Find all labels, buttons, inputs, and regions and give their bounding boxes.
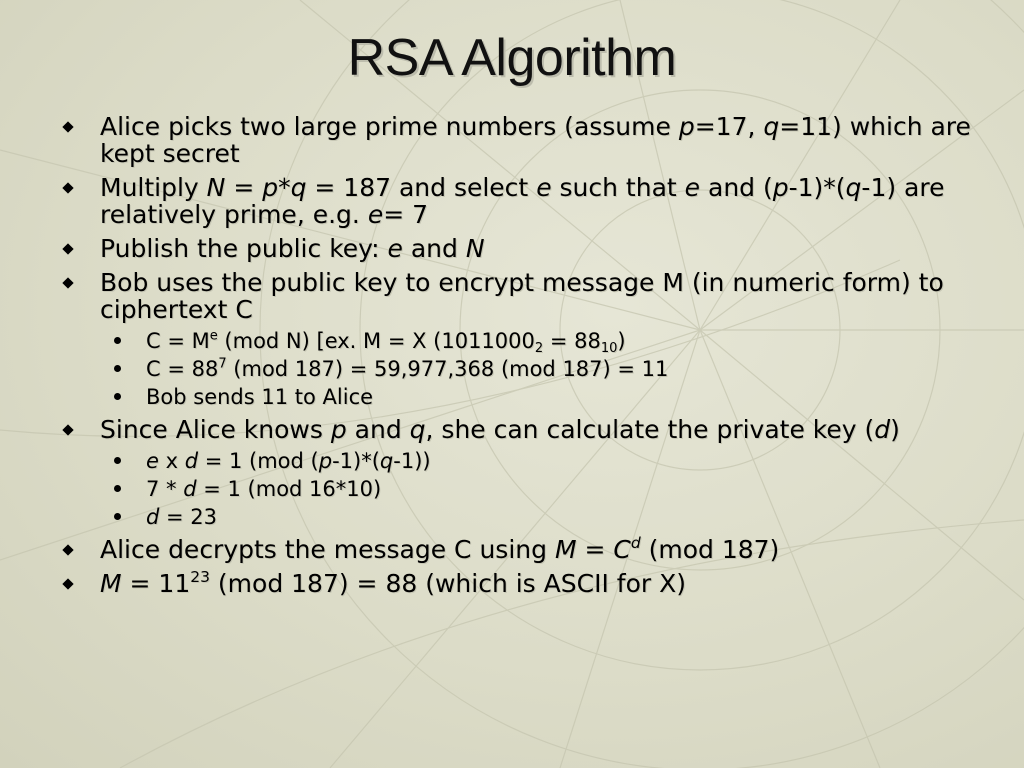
bullet-text: = 88: [543, 329, 601, 353]
var-n: N: [465, 234, 485, 263]
sub-bullet-item: [62, 476, 982, 502]
superscript: 7: [218, 356, 227, 372]
sub-bullet-item: [62, 328, 982, 354]
var-q: q: [763, 112, 780, 141]
bullet-text: ): [617, 329, 626, 353]
bullet-text: , she can calculate the private key (: [425, 415, 875, 444]
var-d: d: [184, 449, 199, 473]
sub-bullet-item: [62, 448, 982, 474]
var-p: p: [678, 112, 695, 141]
bullet-item: [62, 235, 982, 262]
var-q: q: [290, 173, 307, 202]
bullet-text: and: [402, 234, 466, 263]
bullet-text: (mod N) [ex. M = X (1011000: [217, 329, 535, 353]
dot-bullet-icon: [114, 337, 121, 344]
bullet-text: Since Alice knows: [100, 415, 331, 444]
bullet-text: = 7: [383, 200, 429, 229]
bullet-text: C = M: [146, 329, 210, 353]
bullet-text: = 23: [159, 505, 218, 529]
bullet-text: = 11: [121, 569, 191, 598]
superscript: 23: [190, 567, 210, 586]
bullet-item: [62, 174, 982, 228]
bullet-text: Publish the public key:: [100, 234, 388, 263]
bullet-text: 7 *: [146, 477, 184, 501]
var-p: p: [330, 415, 347, 444]
bullet-text: Alice picks two large prime numbers (assume: [100, 112, 679, 141]
var-p: p: [772, 173, 789, 202]
bullet-text: Alice decrypts the message C using: [100, 535, 555, 564]
sub-bullet-item: [62, 384, 982, 410]
var-q: q: [379, 449, 394, 473]
bullet-text: -1)*(: [788, 173, 846, 202]
var-e: e: [367, 200, 384, 229]
bullet-text: (mod 187) = 59,977,368 (mod 187) = 11: [226, 357, 669, 381]
diamond-bullet-icon: [62, 121, 73, 132]
diamond-bullet-icon: [62, 182, 73, 193]
var-p: p: [318, 449, 333, 473]
bullet-text: Bob sends 11 to Alice: [146, 385, 374, 409]
var-d: d: [874, 415, 891, 444]
bullet-item: [62, 416, 982, 443]
var-e: e: [684, 173, 701, 202]
bullet-item: [62, 533, 982, 564]
diamond-bullet-icon: [62, 243, 73, 254]
var-e: e: [146, 449, 159, 473]
bullet-text: =: [225, 173, 263, 202]
var-m: M: [100, 569, 122, 598]
var-d: d: [183, 477, 197, 501]
bullet-text: =17,: [694, 112, 764, 141]
bullet-text: = 1 (mod 16*10): [196, 477, 382, 501]
bullet-text: and (: [700, 173, 773, 202]
var-e: e: [536, 173, 552, 202]
bullet-text: =11) which are kept secret: [100, 112, 971, 168]
dot-bullet-icon: [114, 365, 121, 372]
bullet-text: -1) are relatively prime, e.g.: [100, 173, 945, 229]
bullet-text: Multiply: [100, 173, 207, 202]
sub-bullet-item: [62, 356, 982, 382]
bullet-item: [62, 567, 982, 598]
bullet-text: = 187 and select: [306, 173, 537, 202]
diamond-bullet-icon: [62, 578, 73, 589]
dot-bullet-icon: [114, 513, 121, 520]
bullet-text: (mod 187) = 88 (which is ASCII for X): [209, 569, 686, 598]
var-c: C: [613, 535, 631, 564]
var-n: N: [206, 173, 226, 202]
var-e: e: [387, 234, 403, 263]
bullet-text: (mod 187): [640, 535, 780, 564]
bullet-text: such that: [551, 173, 685, 202]
bullet-text: =: [576, 535, 614, 564]
bullet-text: Bob uses the public key to encrypt message M (in numeric form) to ciphertext C: [100, 268, 944, 324]
sub-bullet-item: [62, 504, 982, 530]
diamond-bullet-icon: [62, 544, 73, 555]
dot-bullet-icon: [114, 457, 121, 464]
var-m: M: [554, 535, 577, 564]
var-d: d: [630, 533, 641, 552]
diamond-bullet-icon: [62, 424, 73, 435]
superscript: e: [209, 328, 218, 344]
bullet-text: x: [158, 449, 185, 473]
dot-bullet-icon: [114, 393, 121, 400]
superscript: [631, 534, 641, 552]
var-p: p: [262, 173, 279, 202]
subscript: 2: [534, 340, 544, 356]
bullet-text: and: [346, 415, 410, 444]
bullet-text: *: [278, 173, 291, 202]
bullet-text: ): [890, 415, 900, 444]
bullet-item: [62, 113, 982, 167]
slide-content: [62, 113, 982, 604]
dot-bullet-icon: [114, 485, 121, 492]
var-d: d: [146, 505, 160, 529]
bullet-text: -1)*(: [332, 449, 380, 473]
var-q: q: [409, 415, 426, 444]
bullet-text: C = 88: [146, 357, 219, 381]
slide-title: RSA Algorithm: [347, 29, 677, 87]
diamond-bullet-icon: [62, 277, 73, 288]
bullet-text: -1)): [393, 449, 431, 473]
subscript: 10: [600, 340, 618, 356]
bullet-text: = 1 (mod (: [198, 449, 319, 473]
var-q: q: [845, 173, 862, 202]
bullet-item: [62, 269, 982, 323]
